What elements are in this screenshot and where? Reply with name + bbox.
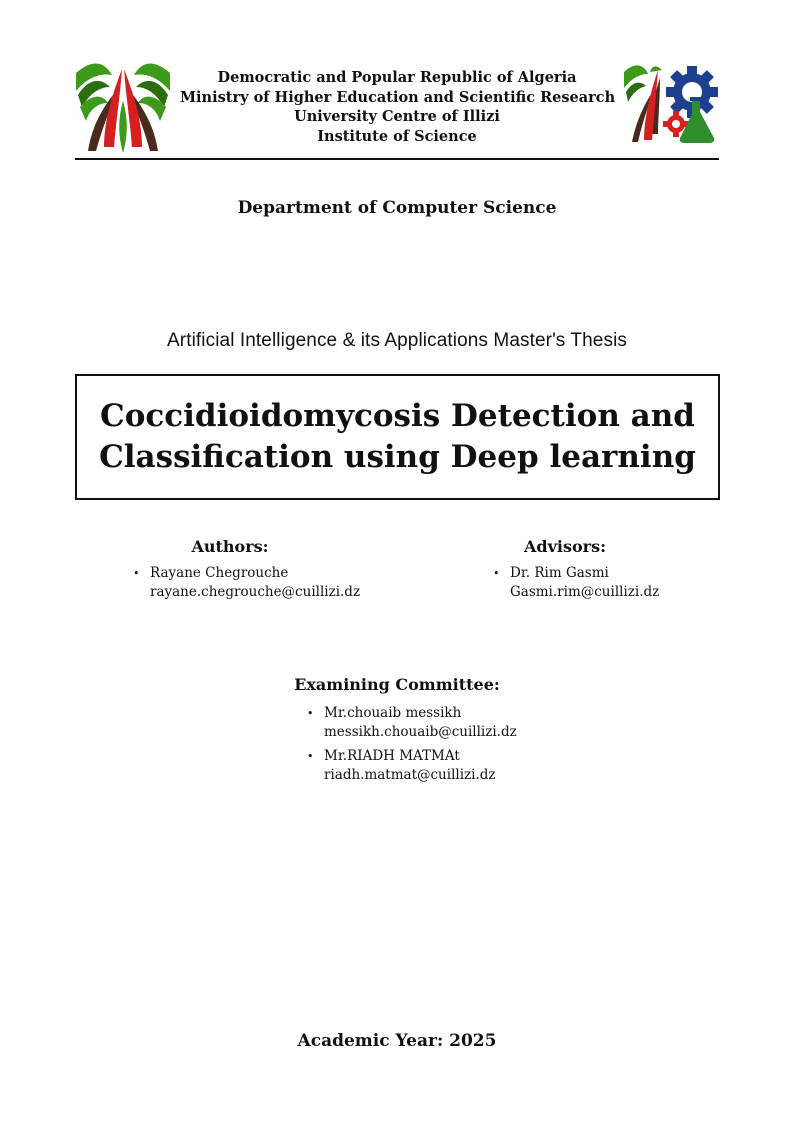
list-item xyxy=(493,564,659,602)
advisors-list xyxy=(493,564,659,607)
header-divider xyxy=(75,158,719,160)
author-name: Rayane Chegrouche xyxy=(150,565,289,581)
bullet-icon: • xyxy=(133,567,140,580)
bullet-icon: • xyxy=(493,567,500,580)
advisor-name: Dr. Rim Gasmi xyxy=(510,565,609,581)
committee-member-name: Mr.RIADH MATMAt xyxy=(324,748,460,764)
header-line-university: University Centre of Illizi xyxy=(294,108,500,125)
header-line-country: Democratic and Popular Republic of Algeria xyxy=(217,69,577,86)
advisor-email: Gasmi.rim@cuillizi.dz xyxy=(510,584,660,600)
thesis-title-line: Coccidioidomycosis Detection and xyxy=(100,398,695,434)
list-item xyxy=(133,564,360,602)
program-name: Artificial Intelligence & its Applications Master's Thesis xyxy=(167,330,627,351)
header-line-institute: Institute of Science xyxy=(317,127,477,145)
list-item xyxy=(307,747,517,785)
list-item xyxy=(307,704,517,742)
committee-heading: Examining Committee: xyxy=(294,675,500,694)
institution-header xyxy=(180,68,614,146)
university-logo xyxy=(74,55,172,155)
committee-list xyxy=(307,704,517,790)
advisors-heading: Advisors: xyxy=(524,537,606,556)
thesis-title-box xyxy=(75,374,720,500)
committee-member-email: messikh.chouaib@cuillizi.dz xyxy=(324,724,517,740)
committee-member-email: riadh.matmat@cuillizi.dz xyxy=(324,767,496,783)
department-name: Department of Computer Science xyxy=(237,198,557,218)
institute-logo xyxy=(622,60,720,144)
authors-list xyxy=(133,564,360,607)
bullet-icon: • xyxy=(307,750,314,763)
academic-year: Academic Year: 2025 xyxy=(297,1031,497,1051)
bullet-icon: • xyxy=(307,707,314,720)
authors-heading: Authors: xyxy=(191,537,269,556)
author-email: rayane.chegrouche@cuillizi.dz xyxy=(150,584,361,600)
thesis-title-line: Classification using Deep learning xyxy=(99,439,696,475)
thesis-title xyxy=(99,396,696,478)
header-line-ministry: Ministry of Higher Education and Scientific Research xyxy=(180,88,616,106)
committee-member-name: Mr.chouaib messikh xyxy=(324,705,462,721)
